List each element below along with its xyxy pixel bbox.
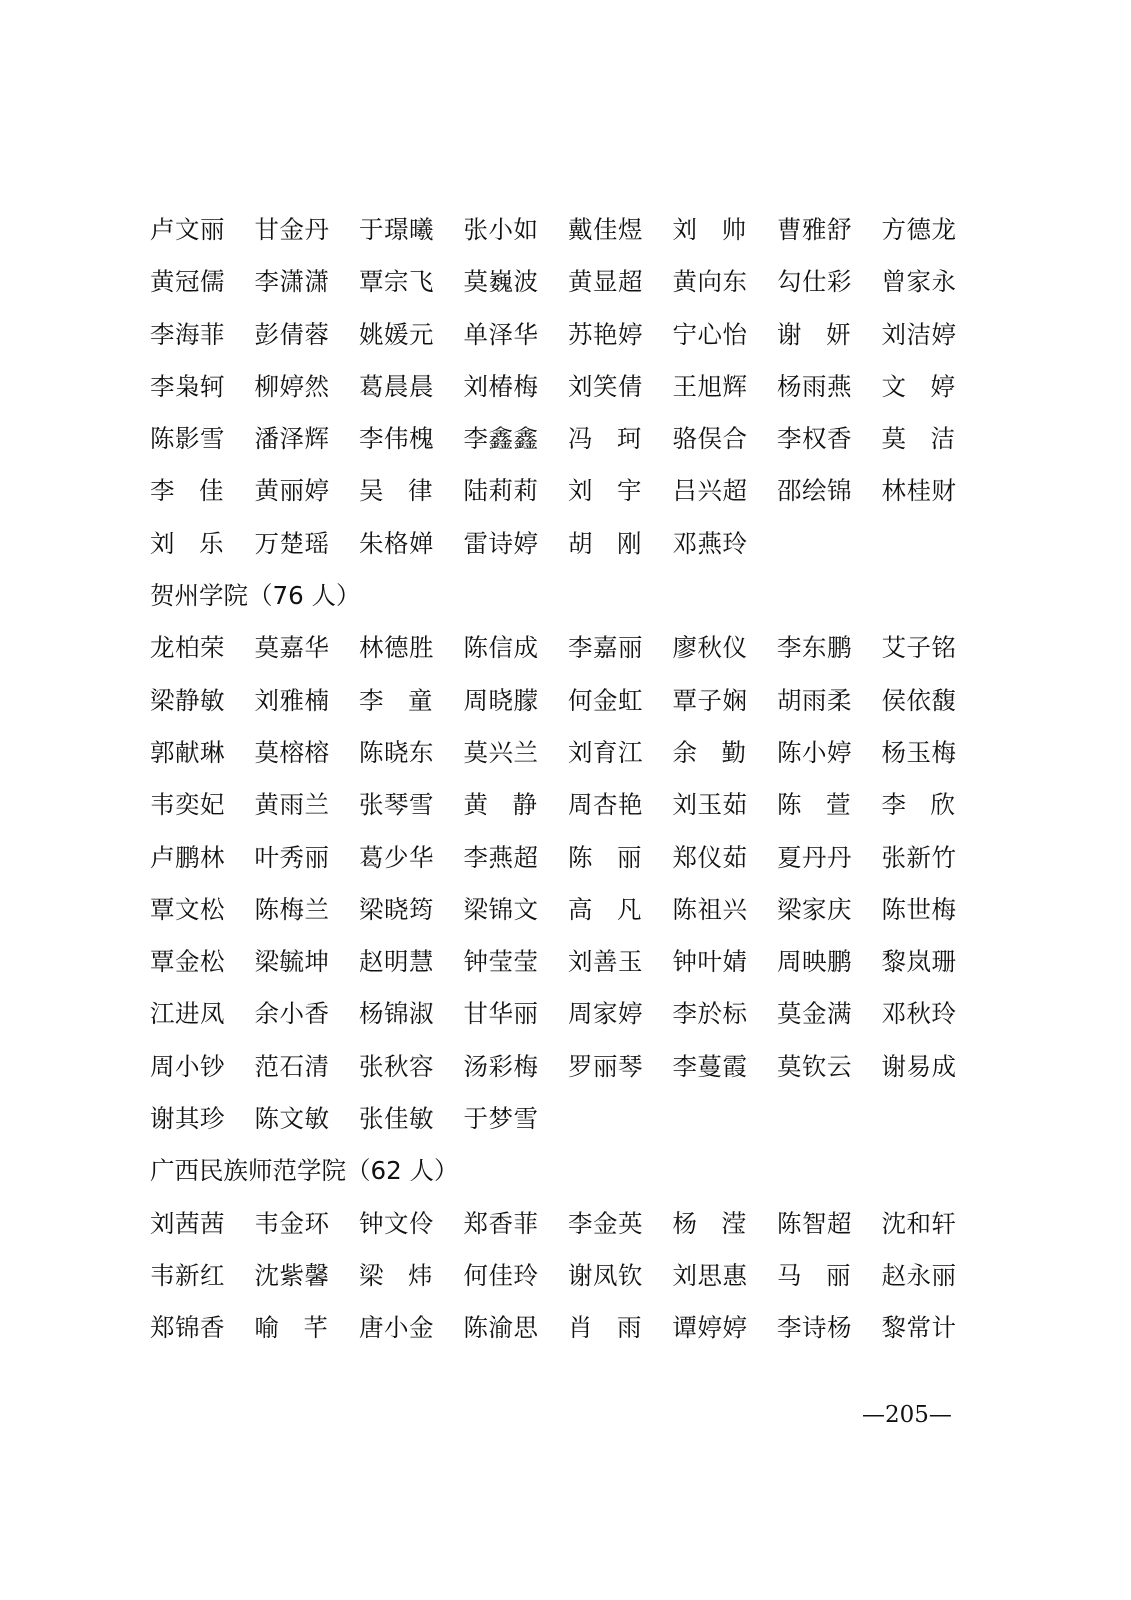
person-name: 廖秋仪 <box>672 633 748 663</box>
person-name: 刘育江 <box>568 737 643 767</box>
person-name: 刘茜茜 <box>150 1208 225 1238</box>
person-name: 甘华丽 <box>463 999 539 1029</box>
person-name: 曹雅舒 <box>777 215 852 244</box>
person-name: 陆莉莉 <box>463 476 539 506</box>
person-name: 梁毓坤 <box>254 947 330 977</box>
person-name: 苏艳婷 <box>568 319 643 349</box>
person-name: 单泽华 <box>463 319 539 349</box>
person-name: 李潇潇 <box>254 267 330 297</box>
person-name: 李海菲 <box>150 319 225 349</box>
person-name: 莫 洁 <box>881 424 955 454</box>
name-row <box>150 1041 990 1093</box>
person-name: 冯 珂 <box>568 424 642 454</box>
person-name: 刘洁婷 <box>881 319 957 349</box>
person-name: 陈世梅 <box>881 894 957 924</box>
person-name: 韦奕妃 <box>150 790 225 820</box>
person-name: 郑锦香 <box>150 1313 225 1343</box>
person-name: 李蔓霞 <box>672 1051 748 1081</box>
person-name: 陈晓东 <box>359 737 434 767</box>
person-name: 高 凡 <box>568 894 642 924</box>
section-heading-text: 广西民族师范学院（62 人） <box>150 1156 459 1186</box>
section-heading <box>150 1145 990 1197</box>
person-name: 黎岚珊 <box>881 947 957 977</box>
person-name: 李 童 <box>359 685 433 715</box>
name-row <box>150 832 990 884</box>
person-name: 郭献琳 <box>150 737 225 767</box>
name-row <box>150 1198 990 1250</box>
person-name: 余 勤 <box>672 737 746 767</box>
person-name: 赵明慧 <box>359 947 434 977</box>
person-name: 林德胜 <box>359 633 434 663</box>
page-number: —205— <box>862 1402 952 1428</box>
name-row <box>150 675 990 727</box>
person-name: 江进凤 <box>150 999 225 1029</box>
person-name: 李枭轲 <box>150 371 225 401</box>
name-row <box>150 1250 990 1302</box>
person-name: 吴 律 <box>359 476 433 506</box>
person-name: 梁锦文 <box>463 894 539 924</box>
name-list <box>150 204 990 1355</box>
person-name: 朱格婵 <box>359 528 434 558</box>
person-name: 周家婷 <box>568 999 643 1029</box>
person-name: 陈渝思 <box>463 1313 539 1343</box>
person-name: 郑香菲 <box>463 1208 539 1238</box>
name-row <box>150 361 990 413</box>
person-name: 钟文伶 <box>359 1208 434 1238</box>
person-name: 覃子娴 <box>672 685 748 715</box>
person-name: 梁静敏 <box>150 685 225 715</box>
person-name: 张秋容 <box>359 1051 434 1081</box>
person-name: 万楚瑶 <box>254 528 330 558</box>
person-name: 肖 雨 <box>568 1313 642 1343</box>
person-name: 葛晨晨 <box>359 371 434 401</box>
person-name: 陈 萱 <box>777 790 851 820</box>
person-name: 戴佳煜 <box>568 215 643 244</box>
name-row <box>150 204 990 256</box>
person-name: 张新竹 <box>881 842 957 872</box>
person-name: 梁晓筠 <box>359 894 434 924</box>
person-name: 刘椿梅 <box>463 371 539 401</box>
person-name: 杨雨燕 <box>777 371 852 401</box>
person-name: 刘笑倩 <box>568 371 643 401</box>
person-name: 唐小金 <box>359 1313 434 1343</box>
person-name: 李东鹏 <box>777 633 852 663</box>
person-name: 陈小婷 <box>777 737 852 767</box>
person-name: 陈智超 <box>777 1208 852 1238</box>
person-name: 梁 炜 <box>359 1260 433 1290</box>
person-name: 刘雅楠 <box>254 685 330 715</box>
name-row <box>150 309 990 361</box>
person-name: 卢文丽 <box>150 215 225 244</box>
name-row <box>150 413 990 465</box>
person-name: 范石清 <box>254 1051 330 1081</box>
person-name: 周晓朦 <box>463 685 539 715</box>
person-name: 莫金满 <box>777 999 852 1029</box>
person-name: 甘金丹 <box>254 215 330 244</box>
person-name: 方德龙 <box>881 215 957 244</box>
person-name: 柳婷然 <box>254 371 330 401</box>
person-name: 李燕超 <box>463 842 539 872</box>
person-name: 黄向东 <box>672 267 748 297</box>
person-name: 陈梅兰 <box>254 894 330 924</box>
person-name: 胡雨柔 <box>777 685 852 715</box>
person-name: 莫巍波 <box>463 267 539 297</box>
person-name: 勾仕彩 <box>777 267 852 297</box>
person-name: 邓燕玲 <box>672 528 748 558</box>
person-name: 何金虹 <box>568 685 643 715</box>
person-name: 覃宗飞 <box>359 267 434 297</box>
person-name: 莫钦云 <box>777 1051 852 1081</box>
person-name: 汤彩梅 <box>463 1051 539 1081</box>
person-name: 郑仪茹 <box>672 842 748 872</box>
person-name: 周映鹏 <box>777 947 852 977</box>
person-name: 卢鹏林 <box>150 842 225 872</box>
person-name: 梁家庆 <box>777 894 852 924</box>
person-name: 陈祖兴 <box>672 894 748 924</box>
person-name: 罗丽琴 <box>568 1051 643 1081</box>
person-name: 侯依馥 <box>881 685 957 715</box>
person-name: 周小钞 <box>150 1051 225 1081</box>
person-name: 李金英 <box>568 1208 643 1238</box>
person-name: 余小香 <box>254 999 330 1029</box>
person-name: 谢 妍 <box>777 319 851 349</box>
person-name: 姚媛元 <box>359 319 434 349</box>
person-name: 彭倩蓉 <box>254 319 330 349</box>
person-name: 李 欣 <box>881 790 955 820</box>
person-name: 李诗杨 <box>777 1313 852 1343</box>
person-name: 刘玉茹 <box>672 790 748 820</box>
name-row <box>150 1093 990 1145</box>
person-name: 覃金松 <box>150 947 225 977</box>
person-name: 喻 芊 <box>254 1313 328 1343</box>
name-row <box>150 1302 990 1354</box>
person-name: 张琴雪 <box>359 790 434 820</box>
person-name: 黄雨兰 <box>254 790 330 820</box>
person-name: 沈紫馨 <box>254 1260 330 1290</box>
person-name: 邵绘锦 <box>777 476 852 506</box>
name-row <box>150 465 990 517</box>
person-name: 刘思惠 <box>672 1260 748 1290</box>
person-name: 杨玉梅 <box>881 737 957 767</box>
section-heading <box>150 570 990 622</box>
person-name: 宁心怡 <box>672 319 748 349</box>
person-name: 夏丹丹 <box>777 842 852 872</box>
section-heading-text: 贺州学院（76 人） <box>150 581 361 611</box>
person-name: 韦金环 <box>254 1208 330 1238</box>
person-name: 雷诗婷 <box>463 528 539 558</box>
person-name: 黄显超 <box>568 267 643 297</box>
person-name: 张佳敏 <box>359 1104 434 1134</box>
person-name: 潘泽辉 <box>254 424 330 454</box>
person-name: 谭婷婷 <box>672 1313 748 1343</box>
person-name: 李权香 <box>777 424 852 454</box>
person-name: 赵永丽 <box>881 1260 957 1290</box>
person-name: 李於标 <box>672 999 748 1029</box>
name-row <box>150 884 990 936</box>
person-name: 谢易成 <box>881 1051 957 1081</box>
name-row <box>150 988 990 1040</box>
name-row <box>150 727 990 779</box>
person-name: 刘 乐 <box>150 528 224 558</box>
person-name: 莫榕榕 <box>254 737 330 767</box>
person-name: 莫兴兰 <box>463 737 539 767</box>
person-name: 陈 丽 <box>568 842 642 872</box>
person-name: 周杏艳 <box>568 790 643 820</box>
person-name: 刘善玉 <box>568 947 643 977</box>
person-name: 骆俣合 <box>672 424 748 454</box>
person-name: 马 丽 <box>777 1260 851 1290</box>
person-name: 李伟槐 <box>359 424 434 454</box>
person-name: 黄丽婷 <box>254 476 330 506</box>
name-row <box>150 779 990 831</box>
person-name: 何佳玲 <box>463 1260 539 1290</box>
person-name: 杨 滢 <box>672 1208 746 1238</box>
person-name: 钟叶婧 <box>672 947 748 977</box>
person-name: 沈和轩 <box>881 1208 957 1238</box>
person-name: 刘 宇 <box>568 476 642 506</box>
person-name: 于璟曦 <box>359 215 434 244</box>
person-name: 杨锦淑 <box>359 999 434 1029</box>
name-row <box>150 936 990 988</box>
name-row <box>150 256 990 308</box>
person-name: 韦新红 <box>150 1260 225 1290</box>
person-name: 胡 刚 <box>568 528 642 558</box>
person-name: 谢凤钦 <box>568 1260 643 1290</box>
person-name: 李鑫鑫 <box>463 424 539 454</box>
person-name: 李嘉丽 <box>568 633 643 663</box>
person-name: 钟莹莹 <box>463 947 539 977</box>
person-name: 陈信成 <box>463 633 539 663</box>
person-name: 于梦雪 <box>463 1104 539 1134</box>
person-name: 林桂财 <box>881 476 957 506</box>
person-name: 邓秋玲 <box>881 999 957 1029</box>
person-name: 艾子铭 <box>881 633 957 663</box>
person-name: 谢其珍 <box>150 1104 225 1134</box>
name-row <box>150 622 990 674</box>
person-name: 刘 帅 <box>672 215 746 244</box>
person-name: 莫嘉华 <box>254 633 330 663</box>
person-name: 陈影雪 <box>150 424 225 454</box>
person-name: 葛少华 <box>359 842 434 872</box>
person-name: 曾家永 <box>881 267 957 297</box>
person-name: 张小如 <box>463 215 539 244</box>
person-name: 黎常计 <box>881 1313 957 1343</box>
person-name: 王旭辉 <box>672 371 748 401</box>
name-row <box>150 518 990 570</box>
person-name: 文 婷 <box>881 371 955 401</box>
person-name: 李 佳 <box>150 476 224 506</box>
person-name: 黄 静 <box>463 790 537 820</box>
person-name: 吕兴超 <box>672 476 748 506</box>
person-name: 龙柏荣 <box>150 633 225 663</box>
person-name: 覃文松 <box>150 894 225 924</box>
person-name: 叶秀丽 <box>254 842 330 872</box>
person-name: 陈文敏 <box>254 1104 330 1134</box>
person-name: 黄冠儒 <box>150 267 225 297</box>
